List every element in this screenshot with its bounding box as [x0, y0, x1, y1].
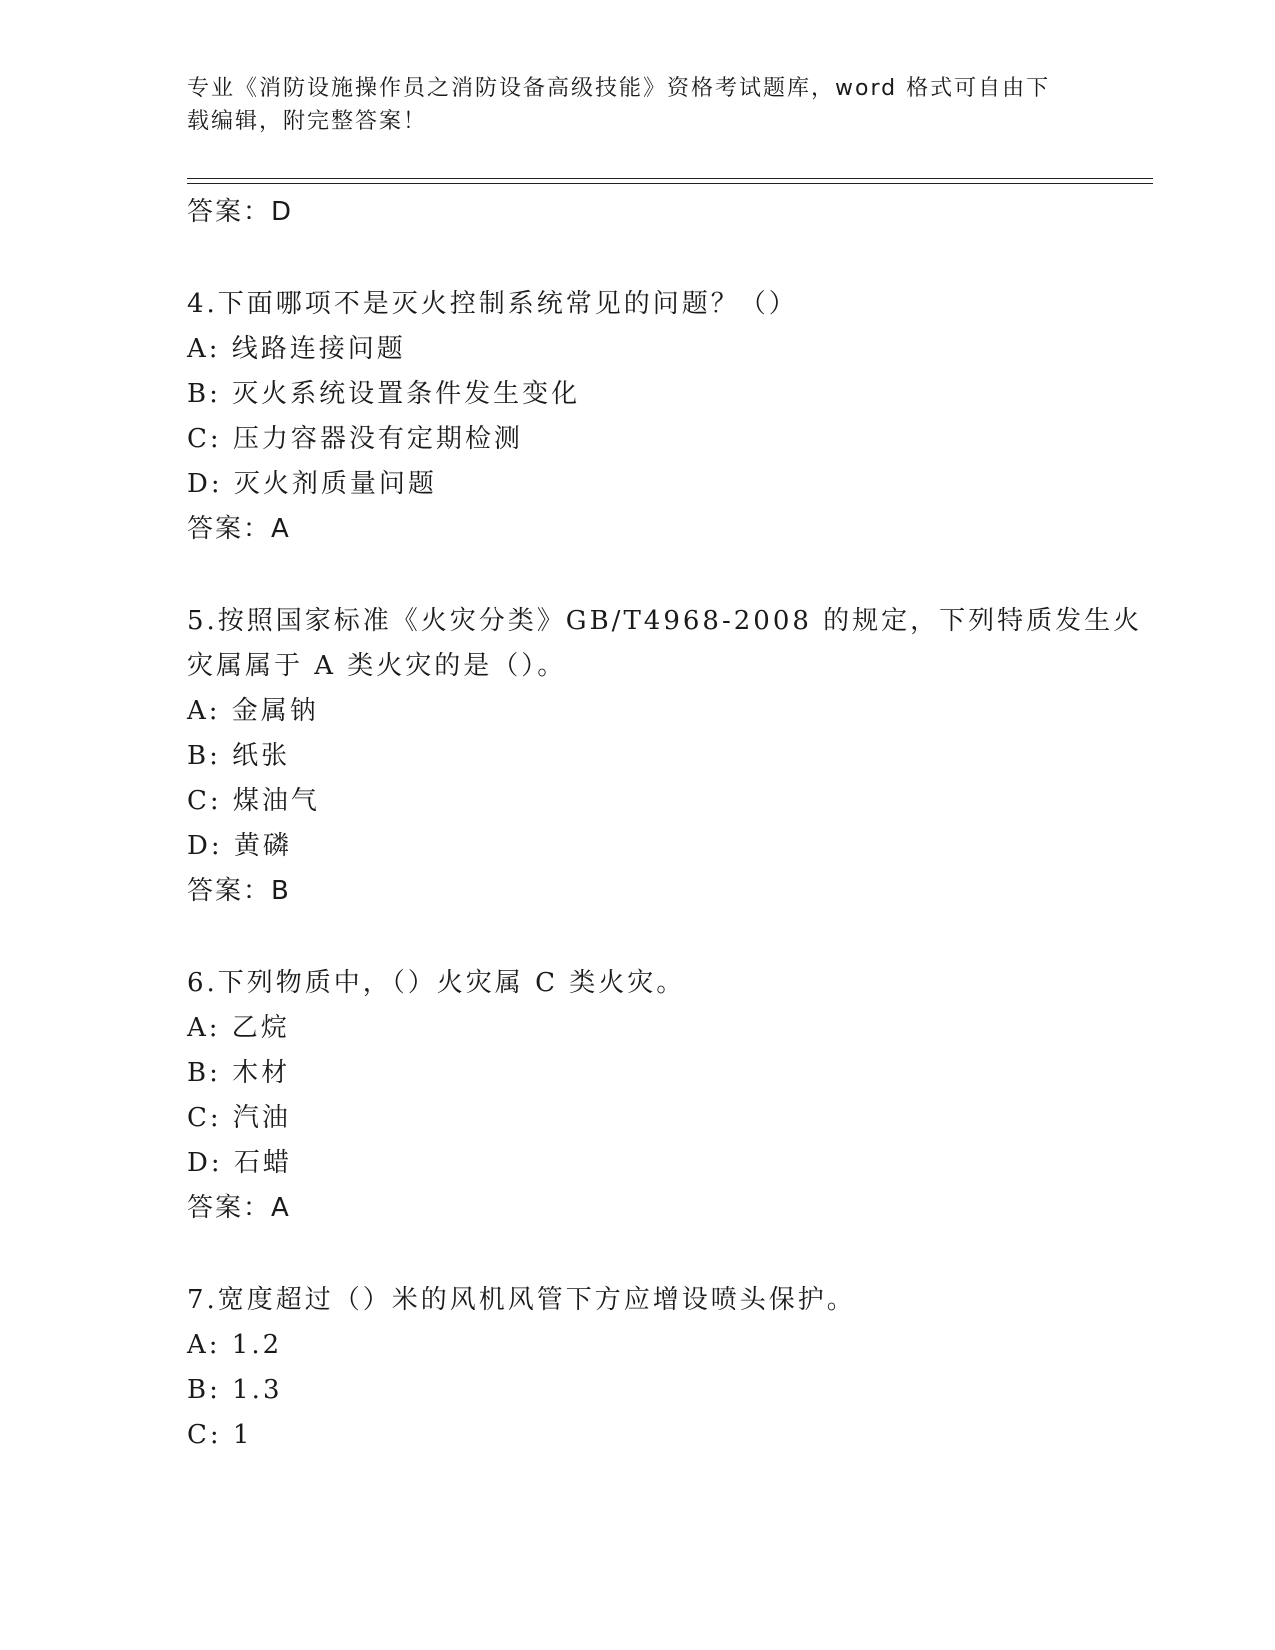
question-block	[187, 961, 1087, 1231]
header-line-1: 专业《消防设施操作员之消防设备高级技能》资格考试题库，word 格式可自由下	[187, 76, 1051, 101]
question-list	[187, 190, 1143, 1458]
option-a: A: 1.2	[187, 1330, 283, 1360]
header-line-2: 载编辑，附完整答案！	[187, 109, 428, 134]
answer-line: 答案：A	[187, 514, 291, 544]
question-text: 5.按照国家标准《火灾分类》GB/T4968-2008 的规定，下列特质发生火	[187, 606, 1143, 636]
question-text: 6.下列物质中，（）火灾属 C 类火灾。	[187, 968, 686, 998]
question-block	[187, 282, 1087, 552]
question-text-continued: 灾属属于 A 类火灾的是（）。	[187, 651, 567, 681]
answer-line: 答案：D	[187, 197, 294, 227]
answer-line: 答案：B	[187, 876, 291, 906]
spacer	[187, 552, 1087, 599]
option-c: C: 汽油	[187, 1103, 291, 1133]
option-b: B: 纸张	[187, 741, 291, 771]
option-c: C: 1	[187, 1420, 253, 1450]
spacer	[187, 235, 1087, 282]
spacer	[187, 914, 1087, 961]
option-a: A: 金属钠	[187, 696, 319, 726]
spacer	[187, 1231, 1087, 1278]
document-header	[187, 72, 1067, 138]
option-a: A: 线路连接问题	[187, 334, 406, 364]
option-d: D: 石蜡	[187, 1148, 292, 1178]
option-d: D: 灭火剂质量问题	[187, 469, 437, 499]
option-a: A: 乙烷	[187, 1013, 290, 1043]
question-block	[187, 1278, 1087, 1458]
question-text: 4.下面哪项不是灭火控制系统常见的问题？（）	[187, 289, 798, 319]
option-b: B: 木材	[187, 1058, 291, 1088]
option-d: D: 黄磷	[187, 831, 292, 861]
answer-line: 答案：A	[187, 1193, 291, 1223]
option-b: B: 灭火系统设置条件发生变化	[187, 379, 581, 409]
question-text: 7.宽度超过（）米的风机风管下方应增设喷头保护。	[187, 1285, 856, 1315]
header-divider-bottom	[187, 183, 1153, 184]
option-c: C: 压力容器没有定期检测	[187, 424, 523, 454]
option-b: B: 1.3	[187, 1375, 283, 1405]
option-c: C: 煤油气	[187, 786, 320, 816]
header-divider-top	[187, 178, 1153, 179]
question-block	[187, 599, 1143, 914]
